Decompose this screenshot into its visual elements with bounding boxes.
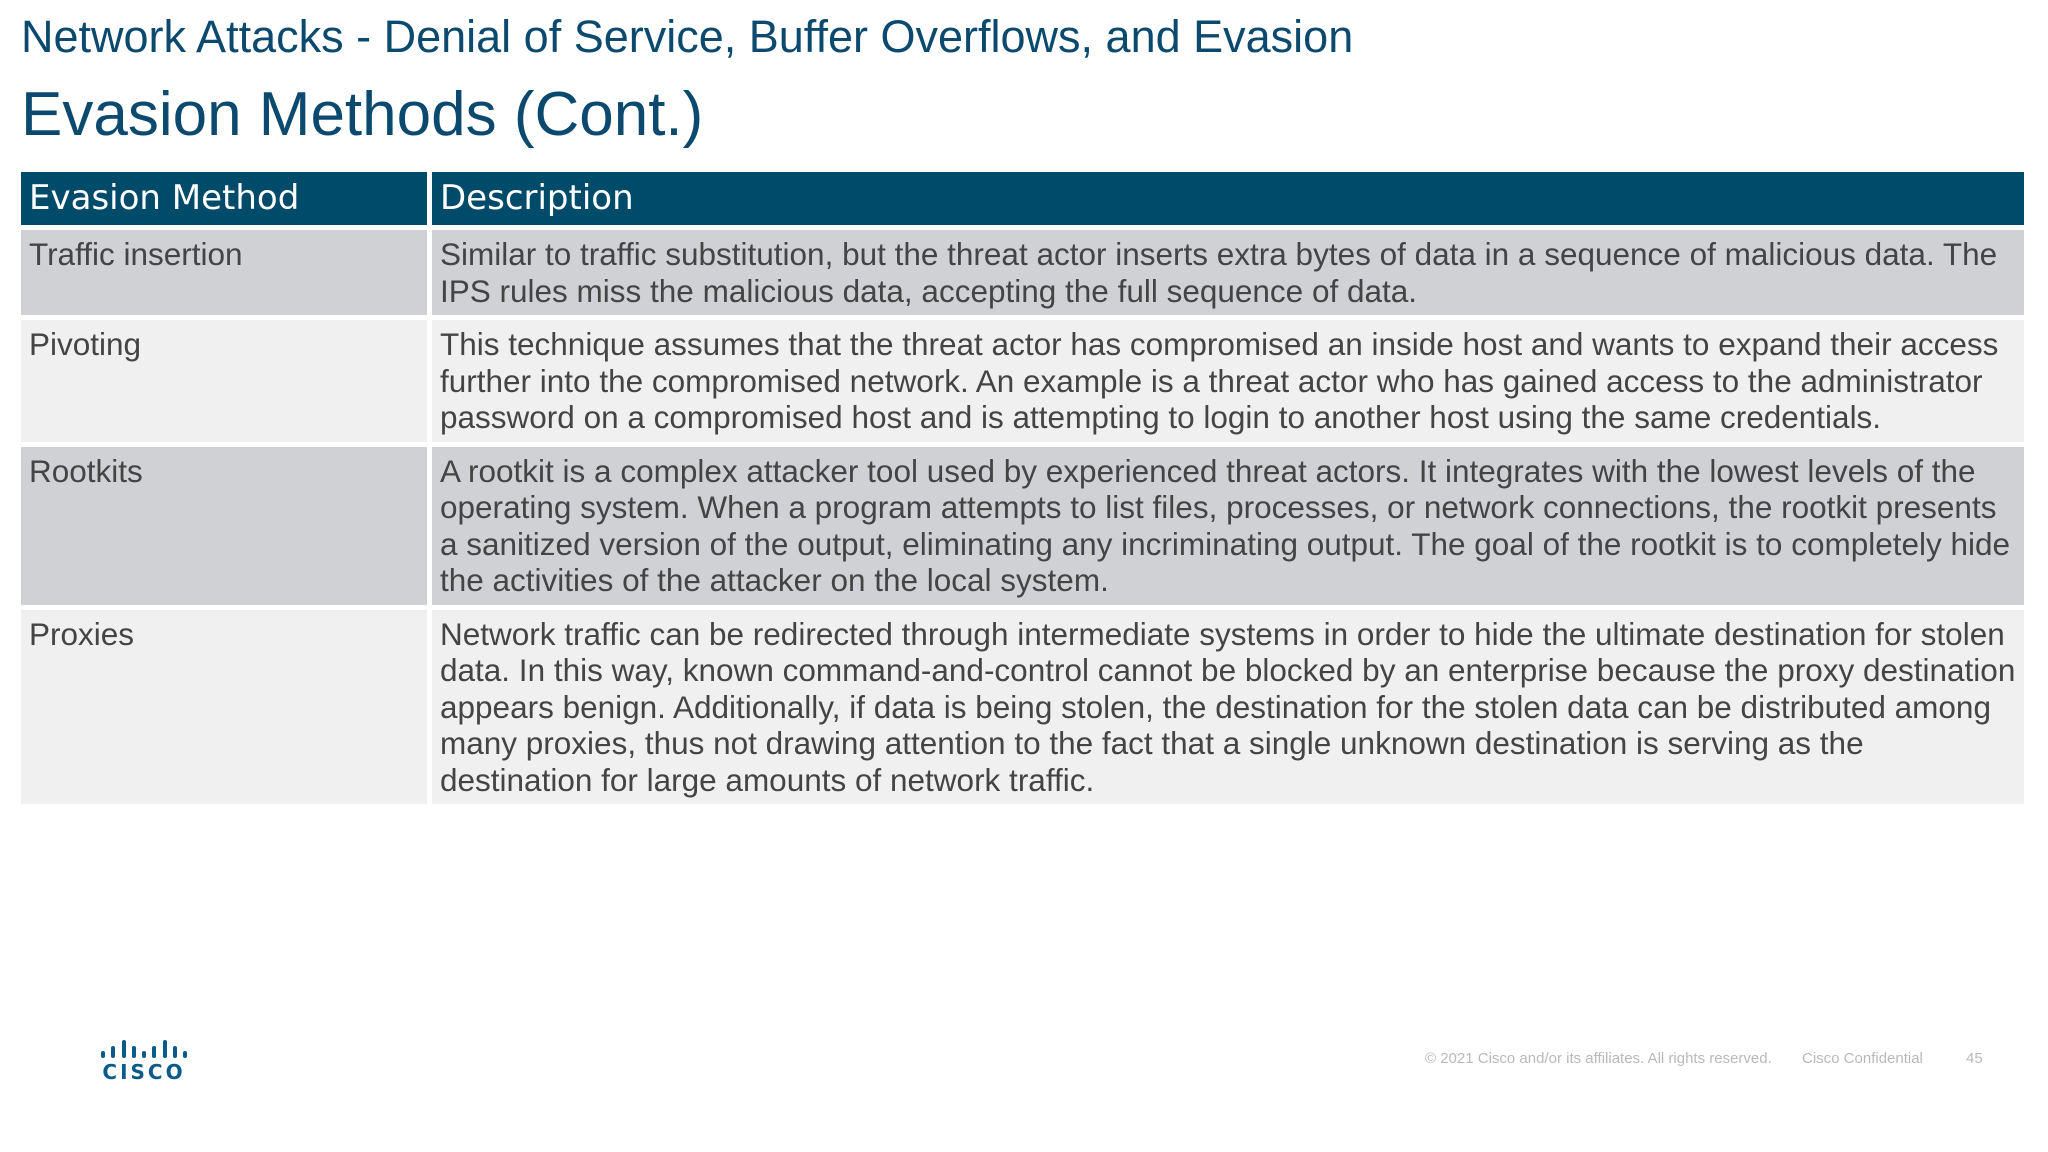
cisco-logo <box>101 1040 187 1084</box>
table-row <box>21 447 2024 605</box>
column-header-method: Evasion Method <box>21 172 427 225</box>
description-cell: Network traffic can be redirected through intermediate systems in order to hide the ultimate destination for stolen data. In this way, known command-and-control cannot be blocked by an enterprise because the proxy destination appears benign. Additionally, if data is being stolen, the destination for the stolen data can be distributed among many proxies, thus not drawing attention to the fact that a single unknown destination is serving as the destination for large amounts of network traffic. <box>432 610 2024 805</box>
description-cell: A rootkit is a complex attacker tool used by experienced threat actors. It integrates with the lowest levels of the operating system. When a program attempts to list files, processes, or network connections, the rootkit presents a sanitized version of the output, eliminating any incriminating output. The goal of the rootkit is to completely hide the activities of the attacker on the local system. <box>432 447 2024 605</box>
description-cell: This technique assumes that the threat actor has compromised an inside host and wants to expand their access further into the compromised network. An example is a threat actor who has gained access to the administrator password on a compromised host and is attempting to login to another host using the same credentials. <box>432 320 2024 442</box>
table-row <box>21 230 2024 315</box>
cisco-logo-bars-icon <box>101 1040 187 1058</box>
slide-title: Evasion Methods (Cont.) <box>21 80 704 149</box>
method-cell: Rootkits <box>21 447 427 605</box>
evasion-methods-table <box>16 167 2029 809</box>
page-number: 45 <box>1966 1050 1983 1067</box>
method-cell: Proxies <box>21 610 427 805</box>
method-cell: Pivoting <box>21 320 427 442</box>
footer-copyright: © 2021 Cisco and/or its affiliates. All rights reserved. <box>1425 1050 1772 1067</box>
method-cell: Traffic insertion <box>21 230 427 315</box>
cisco-logo-wordmark: CISCO <box>102 1060 186 1084</box>
slide-subtitle: Network Attacks - Denial of Service, Buffer Overflows, and Evasion <box>21 11 1354 62</box>
table-header-row <box>21 172 2024 225</box>
table-row <box>21 320 2024 442</box>
description-cell: Similar to traffic substitution, but the threat actor inserts extra bytes of data in a sequence of malicious data. The IPS rules miss the malicious data, accepting the full sequence of data. <box>432 230 2024 315</box>
column-header-description: Description <box>432 172 2024 225</box>
footer-confidential: Cisco Confidential <box>1802 1050 1923 1067</box>
table-row <box>21 610 2024 805</box>
